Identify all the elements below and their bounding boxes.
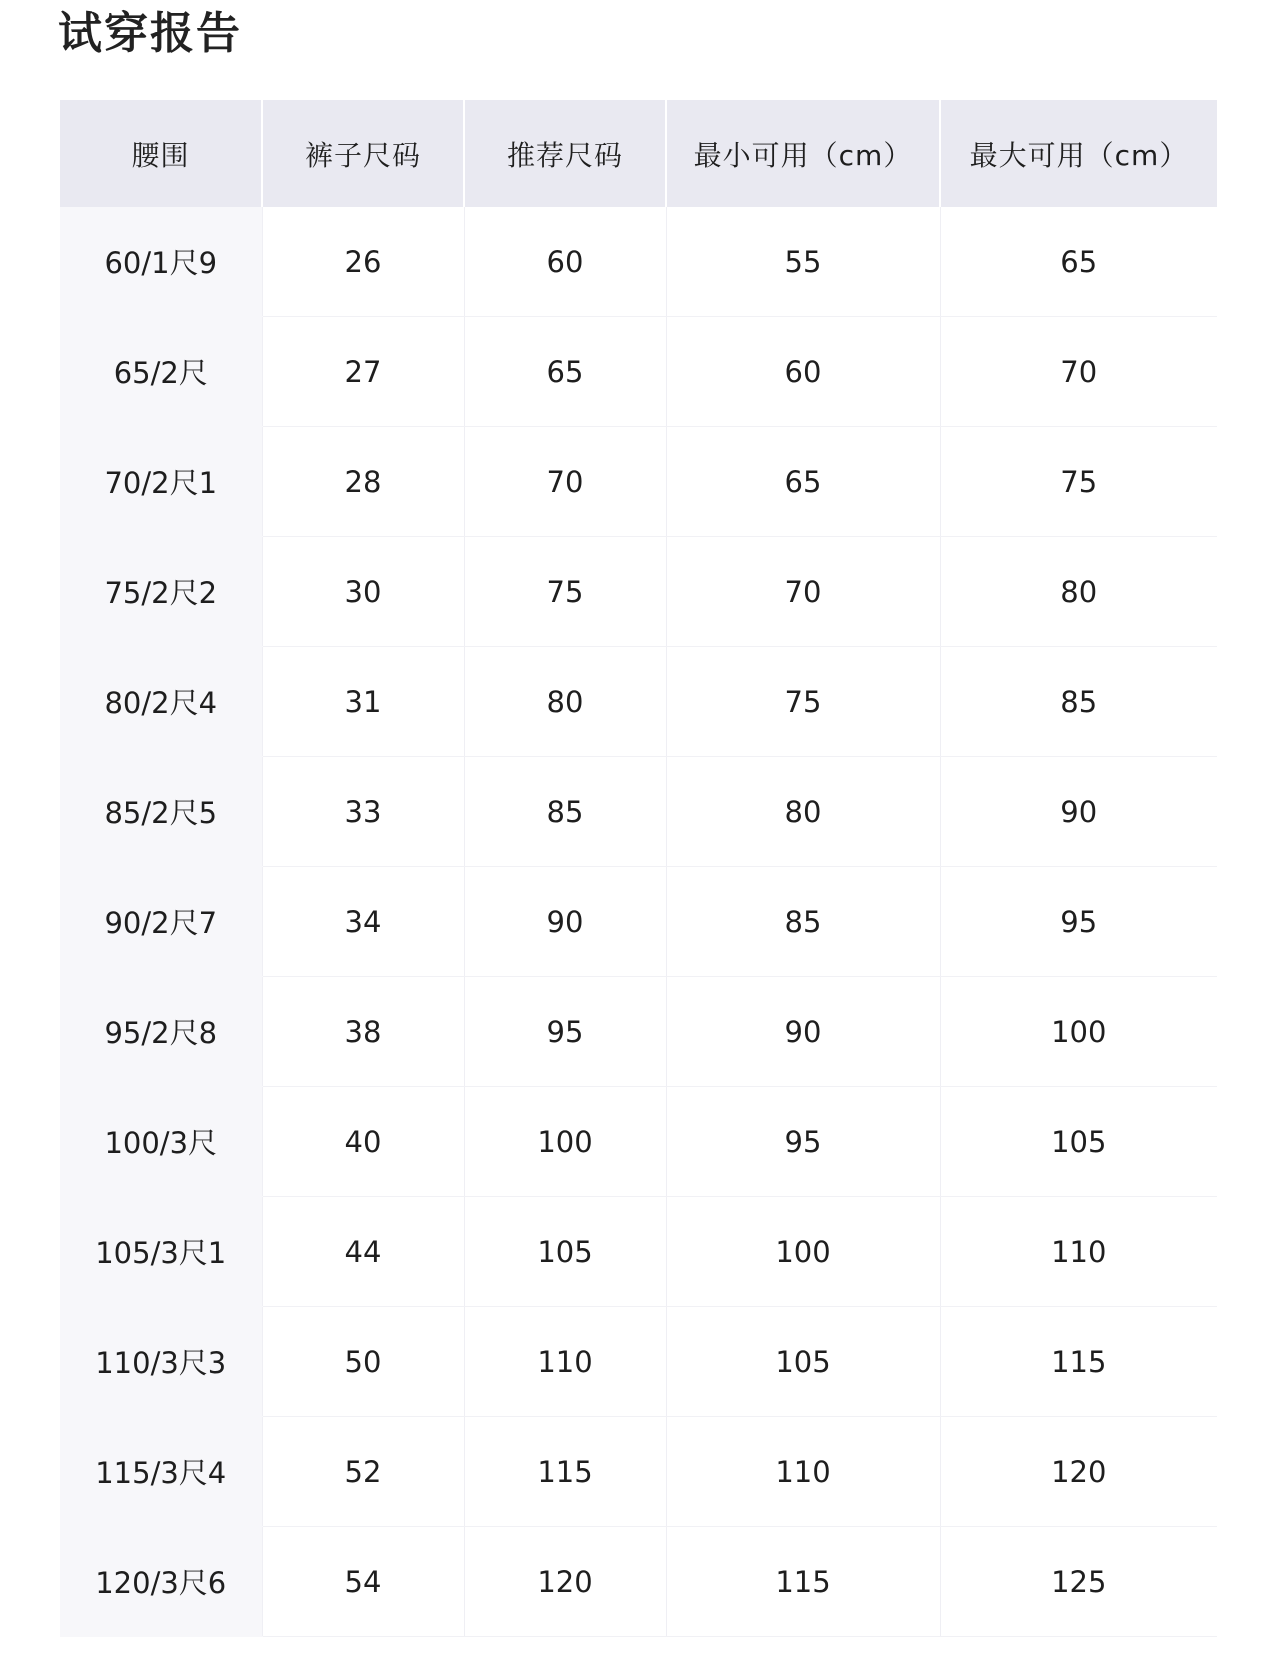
header-waist: 腰围 <box>60 100 262 207</box>
pants-size-cell: 50 <box>262 1307 464 1417</box>
pants-size-cell: 30 <box>262 537 464 647</box>
table-row <box>60 977 1217 1087</box>
min-usable-cell: 60 <box>666 317 940 427</box>
table-body <box>60 207 1217 1637</box>
table-row <box>60 427 1217 537</box>
recommended-size-cell: 115 <box>464 1417 666 1527</box>
min-usable-cell: 65 <box>666 427 940 537</box>
recommended-size-cell: 75 <box>464 537 666 647</box>
header-min-usable: 最小可用（cm） <box>666 100 940 207</box>
pants-size-cell: 27 <box>262 317 464 427</box>
max-usable-cell: 100 <box>940 977 1217 1087</box>
min-usable-cell: 100 <box>666 1197 940 1307</box>
waist-cell: 120/3尺6 <box>60 1527 262 1637</box>
waist-cell: 90/2尺7 <box>60 867 262 977</box>
table-row <box>60 647 1217 757</box>
header-pants-size: 裤子尺码 <box>262 100 464 207</box>
min-usable-cell: 95 <box>666 1087 940 1197</box>
pants-size-cell: 34 <box>262 867 464 977</box>
waist-cell: 85/2尺5 <box>60 757 262 867</box>
min-usable-cell: 90 <box>666 977 940 1087</box>
max-usable-cell: 125 <box>940 1527 1217 1637</box>
recommended-size-cell: 105 <box>464 1197 666 1307</box>
waist-cell: 105/3尺1 <box>60 1197 262 1307</box>
recommended-size-cell: 110 <box>464 1307 666 1417</box>
recommended-size-cell: 90 <box>464 867 666 977</box>
size-table <box>60 100 1217 1637</box>
waist-cell: 70/2尺1 <box>60 427 262 537</box>
table-row <box>60 1417 1217 1527</box>
min-usable-cell: 110 <box>666 1417 940 1527</box>
pants-size-cell: 33 <box>262 757 464 867</box>
max-usable-cell: 70 <box>940 317 1217 427</box>
max-usable-cell: 80 <box>940 537 1217 647</box>
pants-size-cell: 54 <box>262 1527 464 1637</box>
recommended-size-cell: 60 <box>464 207 666 317</box>
pants-size-cell: 40 <box>262 1087 464 1197</box>
table-row <box>60 1527 1217 1637</box>
table-header-row <box>60 100 1217 207</box>
recommended-size-cell: 70 <box>464 427 666 537</box>
recommended-size-cell: 65 <box>464 317 666 427</box>
table-row <box>60 317 1217 427</box>
min-usable-cell: 55 <box>666 207 940 317</box>
max-usable-cell: 85 <box>940 647 1217 757</box>
max-usable-cell: 90 <box>940 757 1217 867</box>
waist-cell: 95/2尺8 <box>60 977 262 1087</box>
table-row <box>60 1307 1217 1417</box>
pants-size-cell: 44 <box>262 1197 464 1307</box>
max-usable-cell: 115 <box>940 1307 1217 1417</box>
pants-size-cell: 52 <box>262 1417 464 1527</box>
table-row <box>60 1087 1217 1197</box>
pants-size-cell: 31 <box>262 647 464 757</box>
max-usable-cell: 95 <box>940 867 1217 977</box>
max-usable-cell: 120 <box>940 1417 1217 1527</box>
waist-cell: 80/2尺4 <box>60 647 262 757</box>
max-usable-cell: 110 <box>940 1197 1217 1307</box>
waist-cell: 100/3尺 <box>60 1087 262 1197</box>
pants-size-cell: 28 <box>262 427 464 537</box>
max-usable-cell: 75 <box>940 427 1217 537</box>
recommended-size-cell: 95 <box>464 977 666 1087</box>
recommended-size-cell: 85 <box>464 757 666 867</box>
header-max-usable: 最大可用（cm） <box>940 100 1217 207</box>
recommended-size-cell: 120 <box>464 1527 666 1637</box>
min-usable-cell: 75 <box>666 647 940 757</box>
waist-cell: 60/1尺9 <box>60 207 262 317</box>
min-usable-cell: 80 <box>666 757 940 867</box>
max-usable-cell: 65 <box>940 207 1217 317</box>
max-usable-cell: 105 <box>940 1087 1217 1197</box>
table-row <box>60 537 1217 647</box>
waist-cell: 115/3尺4 <box>60 1417 262 1527</box>
pants-size-cell: 26 <box>262 207 464 317</box>
table-row <box>60 867 1217 977</box>
pants-size-cell: 38 <box>262 977 464 1087</box>
recommended-size-cell: 80 <box>464 647 666 757</box>
recommended-size-cell: 100 <box>464 1087 666 1197</box>
min-usable-cell: 105 <box>666 1307 940 1417</box>
table-row <box>60 1197 1217 1307</box>
min-usable-cell: 70 <box>666 537 940 647</box>
min-usable-cell: 115 <box>666 1527 940 1637</box>
min-usable-cell: 85 <box>666 867 940 977</box>
table-row <box>60 207 1217 317</box>
waist-cell: 75/2尺2 <box>60 537 262 647</box>
waist-cell: 110/3尺3 <box>60 1307 262 1417</box>
waist-cell: 65/2尺 <box>60 317 262 427</box>
page-title: 试穿报告 <box>58 8 242 59</box>
table-row <box>60 757 1217 867</box>
header-recommended-size: 推荐尺码 <box>464 100 666 207</box>
